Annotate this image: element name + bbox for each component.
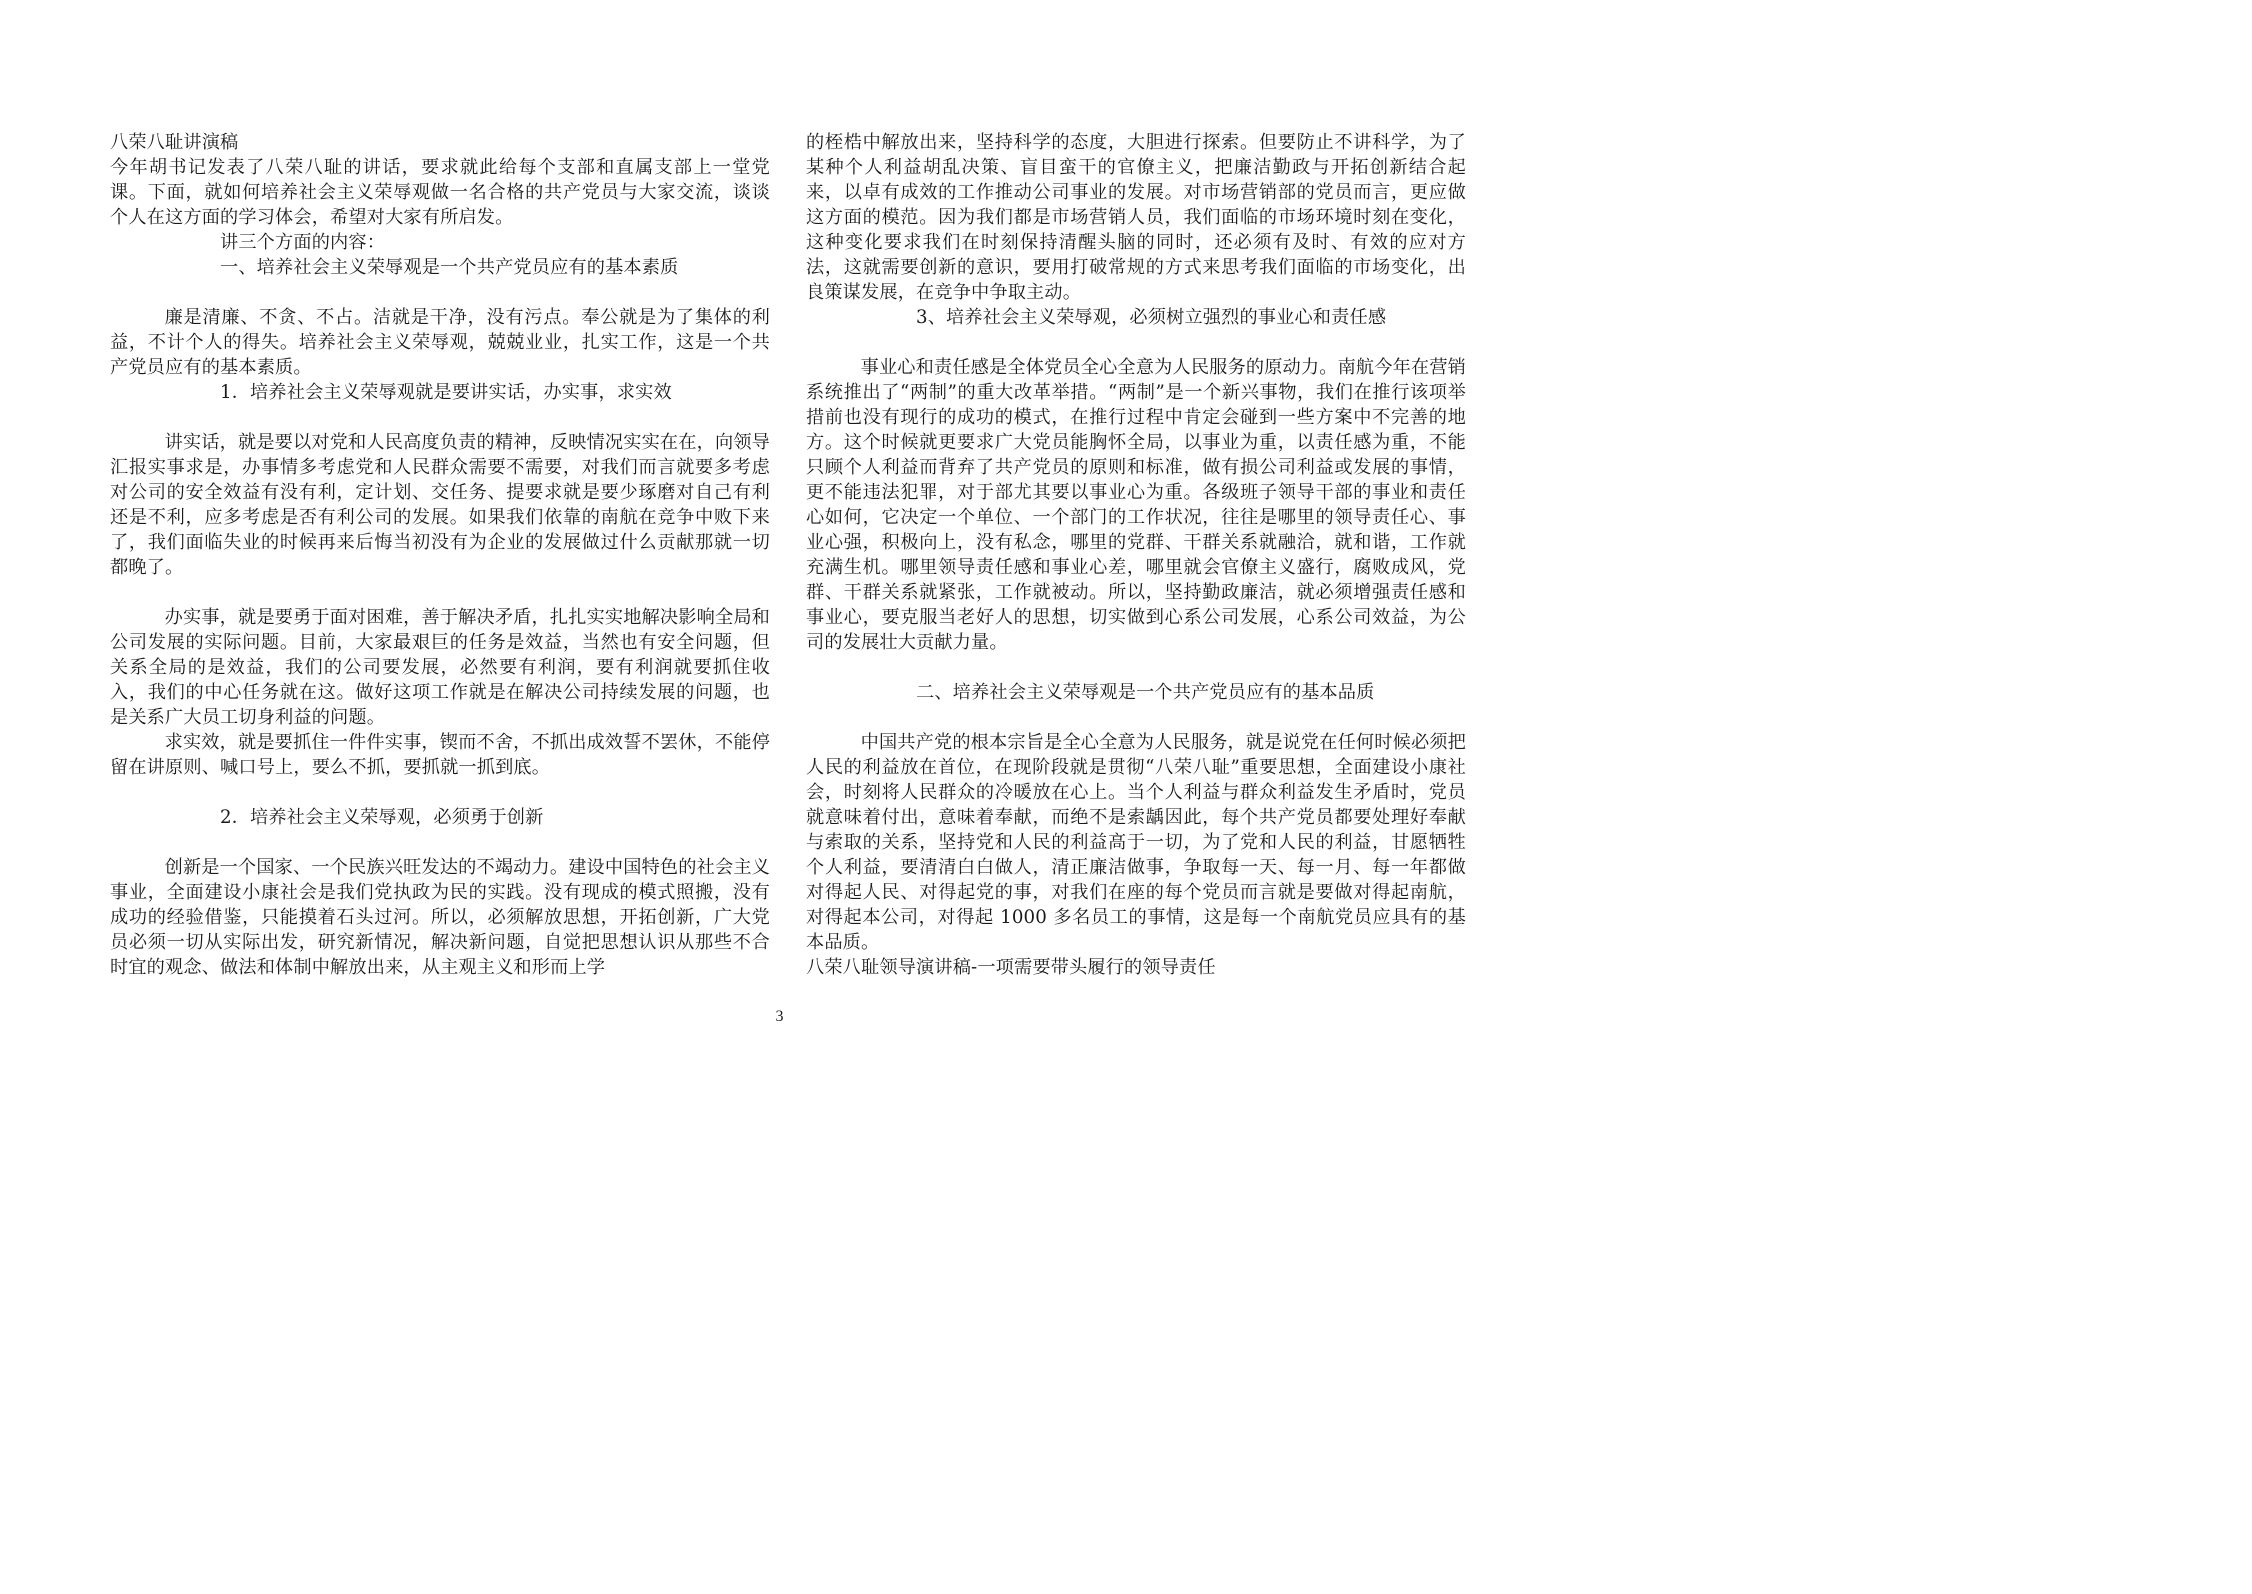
next-document-title: 八荣八耻领导演讲稿-一项需要带头履行的领导责任 xyxy=(806,957,1216,978)
spacer xyxy=(110,280,770,305)
outline-line: 讲三个方面的内容： xyxy=(220,232,386,253)
section2-heading: 二、培养社会主义荣辱观是一个共产党员应有的基本品质 xyxy=(916,682,1375,703)
spacer xyxy=(110,830,770,855)
right-column xyxy=(806,130,1466,980)
section1-heading: 一、培养社会主义荣辱观是一个共产党员应有的基本素质 xyxy=(220,257,679,278)
spacer xyxy=(806,330,1466,355)
spacer xyxy=(806,655,1466,680)
page-number: 3 xyxy=(775,1008,784,1025)
section1-paragraph: 廉是清廉、不贪、不占。洁就是干净，没有污点。奉公就是为了集体的利益，不计个人的得失。培养社会主义荣辱观，兢兢业业，扎实工作，这是一个共产党员应有的基本素质。 xyxy=(110,307,770,378)
sub1-paragraph-seek-results: 求实效，就是要抓住一件件实事，锲而不舍，不抓出成效誓不罢休，不能停留在讲原则、喊口号上，要么不抓，要抓就一抓到底。 xyxy=(110,732,770,778)
spacer xyxy=(110,580,770,605)
spacer xyxy=(806,705,1466,730)
spacer xyxy=(110,405,770,430)
sub2-heading: 2．培养社会主义荣辱观，必须勇于创新 xyxy=(220,807,544,828)
sub1-paragraph-speak-truth: 讲实话，就是要以对党和人民高度负责的精神，反映情况实实在在，向领导汇报实事求是，办事情多考虑党和人民群众需要不需要，对我们而言就要多考虑对公司的安全效益有没有利，定计划、交任务、提要求就是要少琢磨对自己有利还是不利，应多考虑是否有利公司的发展。如果我们依靠的南航在竞争中败下来了，我们面临失业的时候再来后悔当初没有为企业的发展做过什么贡献那就一切都晚了。 xyxy=(110,432,770,578)
sub1-paragraph-do-real-work: 办实事，就是要勇于面对困难，善于解决矛盾，扎扎实实地解决影响全局和公司发展的实际问题。目前，大家最艰巨的任务是效益，当然也有安全问题，但关系全局的是效益，我们的公司要发展，必然要有利润，要有利润就要抓住收入，我们的中心任务就在这。做好这项工作就是在解决公司持续发展的问题，也是关系广大员工切身利益的问题。 xyxy=(110,607,770,728)
sub3-heading: 3、培养社会主义荣辱观，必须树立强烈的事业心和责任感 xyxy=(916,307,1387,328)
document-title: 八荣八耻讲演稿 xyxy=(110,132,239,153)
intro-paragraph: 今年胡书记发表了八荣八耻的讲话，要求就此给每个支部和直属支部上一堂党课。下面，就如何培养社会主义荣辱观做一名合格的共产党员与大家交流，谈谈个人在这方面的学习体会，希望对大家有所启发。 xyxy=(110,157,770,228)
sub2-paragraph: 创新是一个国家、一个民族兴旺发达的不竭动力。建设中国特色的社会主义事业，全面建设小康社会是我们党执政为民的实践。没有现成的模式照搬，没有成功的经验借鉴，只能摸着石头过河。所以，必须解放思想，开拓创新，广大党员必须一切从实际出发，研究新情况，解决新问题，自觉把思想认识从那些不合时宜的观念、做法和体制中解放出来，从主观主义和形而上学 xyxy=(110,857,770,978)
sub1-heading: 1．培养社会主义荣辱观就是要讲实话，办实事，求实效 xyxy=(220,382,672,403)
sub3-paragraph: 事业心和责任感是全体党员全心全意为人民服务的原动力。南航今年在营销系统推出了“两制”的重大改革举措。“两制”是一个新兴事物，我们在推行该项举措前也没有现行的成功的模式，在推行过程中肯定会碰到一些方案中不完善的地方。这个时候就更要求广大党员能胸怀全局，以事业为重，以责任感为重，不能只顾个人利益而背弃了共产党员的原则和标准，做有损公司利益或发展的事情，更不能违法犯罪，对于部尤其要以事业心为重。各级班子领导干部的事业和责任心如何，它决定一个单位、一个部门的工作状况，往往是哪里的领导责任心、事业心强，积极向上，没有私念，哪里的党群、干群关系就融洽，就和谐，工作就充满生机。哪里领导责任感和事业心差，哪里就会官僚主义盛行，腐败成风，党群、干群关系就紧张，工作就被动。所以，坚持勤政廉洁，就必须增强责任感和事业心，要克服当老好人的思想，切实做到心系公司发展，心系公司效益，为公司的发展壮大贡献力量。 xyxy=(806,357,1466,653)
continuation-paragraph: 的桎梏中解放出来，坚持科学的态度，大胆进行探索。但要防止不讲科学，为了某种个人利益胡乱决策、盲目蛮干的官僚主义，把廉洁勤政与开拓创新结合起来，以卓有成效的工作推动公司事业的发展。对市场营销部的党员而言，更应做这方面的模范。因为我们都是市场营销人员，我们面临的市场环境时刻在变化，这种变化要求我们在时刻保持清醒头脑的同时，还必须有及时、有效的应对方法，这就需要创新的意识，要用打破常规的方式来思考我们面临的市场变化，出良策谋发展，在竞争中争取主动。 xyxy=(806,132,1466,303)
section2-paragraph: 中国共产党的根本宗旨是全心全意为人民服务，就是说党在任何时候必须把人民的利益放在首位，在现阶段就是贯彻“八荣八耻”重要思想，全面建设小康社会，时刻将人民群众的冷暖放在心上。当个人利益与群众利益发生矛盾时，党员就意味着付出，意味着奉献，而绝不是索龋因此，每个共产党员都要处理好奉献与索取的关系，坚持党和人民的利益高于一切，为了党和人民的利益，甘愿牺牲个人利益，要清清白白做人，清正廉洁做事，争取每一天、每一月、每一年都做对得起人民、对得起党的事，对我们在座的每个党员而言就是要做对得起南航，对得起本公司，对得起 1000 多名员工的事情，这是每一个南航党员应具有的基本品质。 xyxy=(806,732,1466,953)
left-column xyxy=(110,130,770,980)
spacer xyxy=(110,780,770,805)
